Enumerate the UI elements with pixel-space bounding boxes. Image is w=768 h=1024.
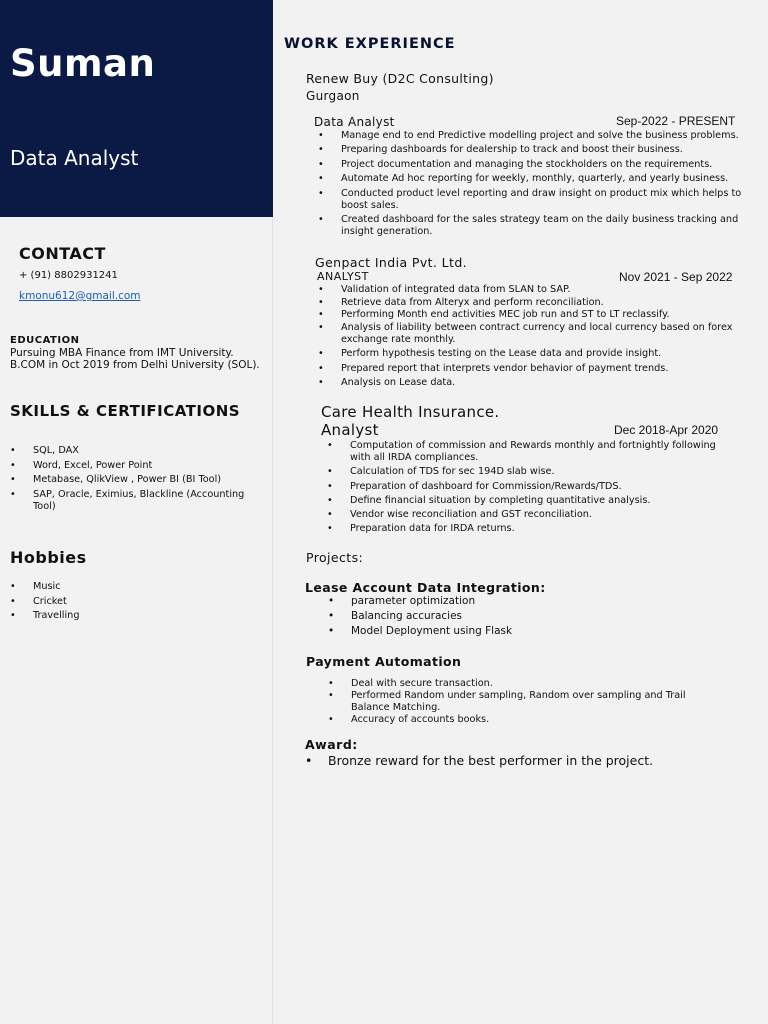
- list-item: • Perform hypothesis testing on the Lease data and provide insight.: [318, 348, 758, 360]
- list-item: • Retrieve data from Alteryx and perform reconciliation.: [318, 297, 758, 309]
- list-item: • Deal with secure transaction.: [328, 678, 708, 690]
- list-item: • Word, Excel, Power Point: [10, 460, 268, 472]
- project-bullets: [328, 678, 708, 726]
- job-title: Data Analyst: [314, 115, 395, 129]
- contact-heading: CONTACT: [19, 244, 106, 263]
- list-item: • parameter optimization: [328, 595, 628, 608]
- email-link[interactable]: kmonu612@gmail.com: [19, 290, 141, 302]
- list-item: • Analysis of liability between contract currency and local currency based on forex exchange rate monthly.: [318, 322, 758, 346]
- project-title: Lease Account Data Integration:: [305, 580, 546, 595]
- list-item: • Music: [10, 581, 240, 593]
- list-item: • Preparing dashboards for dealership to track and boost their business.: [318, 144, 758, 156]
- hobbies-heading: Hobbies: [10, 548, 87, 567]
- main-content: [274, 0, 768, 1024]
- list-item: • Analysis on Lease data.: [318, 377, 758, 389]
- list-item: • Calculation of TDS for sec 194D slab wise.: [327, 466, 737, 478]
- list-item: • Manage end to end Predictive modelling project and solve the business problems.: [318, 130, 758, 142]
- list-item: • Created dashboard for the sales strategy team on the daily business tracking and insight generation.: [318, 214, 758, 238]
- project-bullets: [328, 595, 628, 640]
- company-name: Care Health Insurance.: [321, 403, 500, 421]
- list-item: • Performed Random under sampling, Random over sampling and Trail Balance Matching.: [328, 690, 708, 714]
- list-item: • Validation of integrated data from SLAN to SAP.: [318, 284, 758, 296]
- list-item: • Automate Ad hoc reporting for weekly, monthly, quarterly, and yearly business.: [318, 173, 758, 185]
- skills-list: [10, 445, 268, 515]
- company-name: Renew Buy (D2C Consulting): [306, 71, 494, 86]
- skills-heading: SKILLS & CERTIFICATIONS: [10, 402, 241, 420]
- hobbies-list: [10, 581, 240, 625]
- candidate-name: Suman: [10, 42, 156, 85]
- candidate-role: Data Analyst: [10, 146, 139, 170]
- job-title: Analyst: [321, 421, 379, 439]
- list-item: • Bronze reward for the best performer in the project.: [305, 753, 745, 768]
- job-dates: Dec 2018-Apr 2020: [614, 423, 719, 437]
- job-bullets: [318, 284, 758, 390]
- education-heading: EDUCATION: [10, 335, 80, 346]
- job-bullets: [318, 130, 758, 240]
- project-title: Payment Automation: [306, 654, 462, 669]
- list-item: • Model Deployment using Flask: [328, 625, 628, 638]
- list-item: • Project documentation and managing the stockholders on the requirements.: [318, 159, 758, 171]
- list-item: • Cricket: [10, 596, 240, 608]
- name-banner: [0, 0, 273, 217]
- list-item: • SQL, DAX: [10, 445, 268, 457]
- company-name: Genpact India Pvt. Ltd.: [315, 255, 468, 270]
- projects-heading: Projects:: [306, 550, 364, 565]
- phone-number: + (91) 8802931241: [19, 270, 118, 281]
- job-bullets: [327, 440, 737, 538]
- job-dates: Nov 2021 - Sep 2022: [619, 270, 733, 284]
- list-item: • Computation of commission and Rewards monthly and fortnightly following with all IRDA compliances.: [327, 440, 737, 464]
- job-dates: Sep-2022 - PRESENT: [616, 114, 736, 128]
- list-item: • Balancing accuracies: [328, 610, 628, 623]
- job-title: ANALYST: [317, 270, 369, 283]
- company-location: Gurgaon: [306, 89, 360, 103]
- education-line: Pursuing MBA Finance from IMT University.: [10, 347, 234, 359]
- list-item: • Metabase, QlikView , Power BI (BI Tool): [10, 474, 268, 486]
- list-item: • Preparation data for IRDA returns.: [327, 523, 737, 535]
- list-item: • Prepared report that interprets vendor behavior of payment trends.: [318, 363, 758, 375]
- list-item: • Performing Month end activities MEC job run and ST to LT reclassify.: [318, 309, 758, 321]
- award-list: [305, 753, 745, 768]
- list-item: • Accuracy of accounts books.: [328, 714, 708, 726]
- award-heading: Award:: [305, 737, 358, 752]
- work-experience-heading: WORK EXPERIENCE: [284, 36, 456, 52]
- list-item: • Vendor wise reconciliation and GST reconciliation.: [327, 509, 737, 521]
- left-sidebar: [0, 0, 273, 1024]
- list-item: • Travelling: [10, 610, 240, 622]
- education-line: B.COM in Oct 2019 from Delhi University (SOL).: [10, 359, 260, 371]
- list-item: • Preparation of dashboard for Commission/Rewards/TDS.: [327, 481, 737, 493]
- list-item: • SAP, Oracle, Eximius, Blackline (Accounting Tool): [10, 489, 268, 513]
- list-item: • Conducted product level reporting and draw insight on product mix which helps to boost sales.: [318, 188, 758, 212]
- list-item: • Define financial situation by completing quantitative analysis.: [327, 495, 737, 507]
- education-text: [10, 347, 265, 371]
